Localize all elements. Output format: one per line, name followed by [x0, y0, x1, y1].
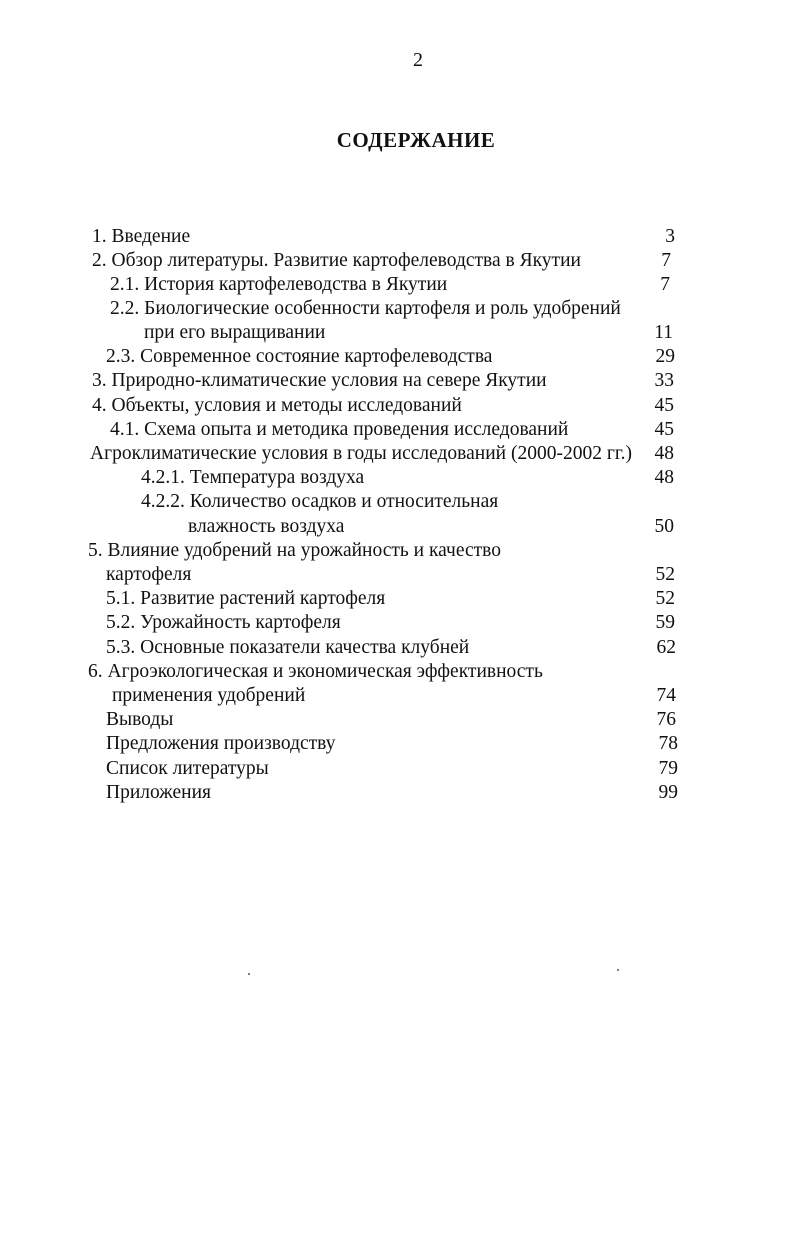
- toc-entry-label: Приложения: [106, 782, 211, 803]
- toc-entry-label: 2.3. Современное состояние картофелеводства: [106, 346, 493, 367]
- toc-entry-page: 7: [660, 274, 670, 295]
- toc-entry-page: 78: [658, 733, 678, 754]
- toc-entry-label: Предложения производству: [106, 733, 336, 754]
- toc-entry-label: влажность воздуха: [188, 516, 345, 537]
- toc-entry-label: 3. Природно-климатические условия на севере Якутии: [92, 370, 547, 391]
- toc-entry-page: 11: [654, 322, 673, 343]
- toc-entry-page: 76: [656, 709, 676, 730]
- toc-entry-label: Список литературы: [106, 758, 269, 779]
- toc-entry-label: 2.2. Биологические особенности картофеля и роль удобрений: [110, 298, 621, 319]
- toc-entry-label: картофеля: [106, 564, 192, 585]
- toc-entry-label: 1. Введение: [92, 226, 191, 247]
- toc-entry-label: 5.3. Основные показатели качества клубней: [106, 637, 470, 658]
- toc-entry-page: 29: [655, 346, 675, 367]
- toc-entry-label: 6. Агроэкологическая и экономическая эффективность: [88, 661, 543, 682]
- toc-entry-page: 50: [654, 516, 674, 537]
- toc-entry-page: 79: [658, 758, 678, 779]
- toc-entry-page: 45: [654, 395, 674, 416]
- toc-entry-page: 48: [654, 443, 674, 464]
- toc-entry-page: 48: [654, 467, 674, 488]
- toc-entry-label: 4.2.2. Количество осадков и относительная: [141, 491, 499, 512]
- toc-entry-label: 2. Обзор литературы. Развитие картофелеводства в Якутии: [92, 250, 581, 271]
- toc-entry-label: 4.2.1. Температура воздуха: [141, 467, 365, 488]
- toc-entry-label: 5.1. Развитие растений картофеля: [106, 588, 386, 609]
- toc-entry-page: 52: [655, 588, 675, 609]
- toc-entry-label: применения удобрений: [112, 685, 306, 706]
- toc-entry-label: 2.1. История картофелеводства в Якутии: [110, 274, 448, 295]
- toc-entry-label: Выводы: [106, 709, 174, 730]
- toc-entry-label: 5.2. Урожайность картофеля: [106, 612, 341, 633]
- toc-entry-page: 59: [655, 612, 675, 633]
- toc-entry-page: 99: [658, 782, 678, 803]
- toc-entry-label: 5. Влияние удобрений на урожайность и качество: [88, 540, 501, 561]
- page-title: СОДЕРЖАНИЕ: [336, 128, 496, 152]
- toc-entry-label: 4. Объекты, условия и методы исследований: [92, 395, 462, 416]
- toc-entry-page: 62: [656, 637, 676, 658]
- scan-speck: [248, 973, 250, 975]
- toc-entry-label: Агроклиматические условия в годы исследований (2000-2002 гг.): [90, 443, 632, 464]
- toc-entry-page: 45: [654, 419, 674, 440]
- toc-entry-page: 3: [665, 226, 675, 247]
- toc-entry-page: 7: [661, 250, 671, 271]
- toc-entry-page: 33: [654, 370, 674, 391]
- toc-entry-label: 4.1. Схема опыта и методика проведения исследований: [110, 419, 569, 440]
- page-number: 2: [413, 49, 423, 71]
- toc-entry-page: 74: [656, 685, 676, 706]
- toc-entry-page: 52: [655, 564, 675, 585]
- scan-speck: [617, 969, 619, 971]
- toc-entry-label: при его выращивании: [144, 322, 326, 343]
